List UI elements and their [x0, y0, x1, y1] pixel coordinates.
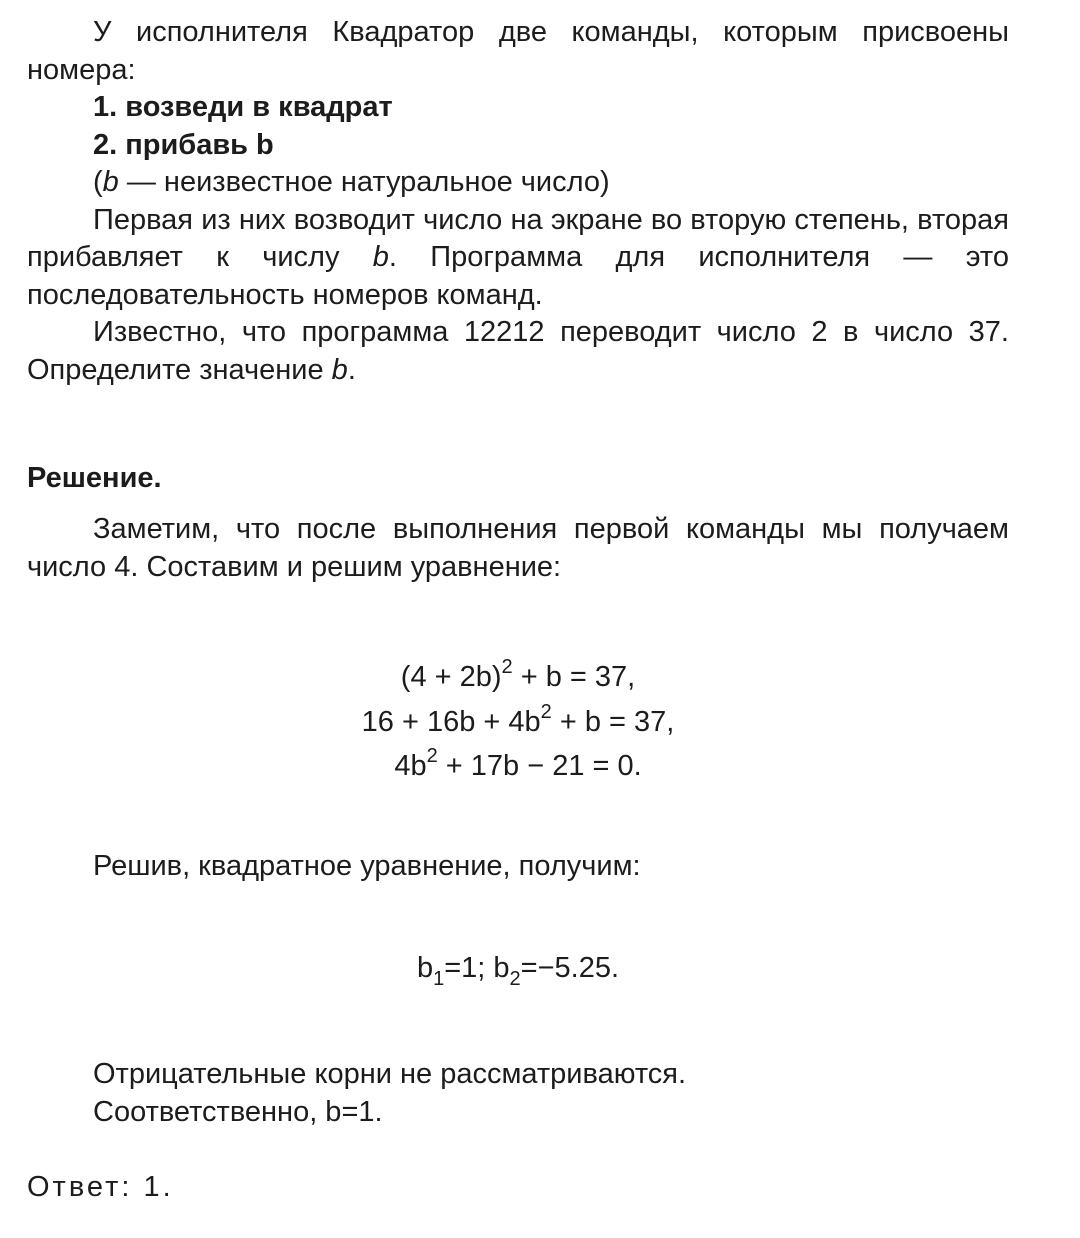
problem-statement [27, 14, 1009, 389]
solution-heading: Решение. [27, 462, 162, 494]
solution-paragraph: Заметим, что после выполнения первой команды мы получаем число 4. Составим и решим уравнение: [27, 513, 1009, 583]
answer-block [27, 1169, 1009, 1207]
conclusion-1: Отрицательные корни не рассматриваются. [93, 1058, 687, 1090]
solve-text: Решив, квадратное уравнение, получим: [93, 850, 641, 882]
conclusion-block [27, 1056, 1009, 1131]
problem-description: Первая из них возводит число на экране во вторую степень, вторая прибавляет к числу b. Программа для исполнителя — это последовательность номеров команд. [27, 203, 1009, 311]
roots-block [27, 950, 1009, 988]
variable-b: b [331, 353, 348, 386]
problem-task: Известно, что программа 12212 переводит число 2 в число 37. Определите значение b. [27, 316, 1009, 386]
equation-3: $4b^2 + 17b - 21 = 0$. [394, 745, 642, 782]
problem-intro: У исполнителя Квадратор две команды, которым присвоены номера: [27, 16, 1009, 86]
solve-text-block [27, 848, 1009, 886]
solution-intro-block [27, 511, 1009, 586]
command-1: 1. возведи в квадрат [93, 91, 393, 123]
equation-2: $16 + 16b + 4b^2 + b = 37$, [361, 700, 675, 738]
variable-note: (b — неизвестное натуральное число) [93, 166, 610, 198]
equation-system [27, 655, 1009, 789]
roots: $b_1=1$; $b_2=-5.25$. [416, 952, 620, 990]
command-2: 2. прибавь b [93, 128, 274, 161]
equation-1: $(4 + 2b)^2 + b = 37$, [400, 656, 636, 693]
conclusion-2: Соответственно, b=1. [93, 1095, 383, 1128]
variable-b: b [372, 241, 389, 273]
answer: Ответ: 1. [27, 1171, 174, 1203]
solution-heading-block [27, 460, 1009, 498]
variable-b: b [102, 166, 119, 198]
